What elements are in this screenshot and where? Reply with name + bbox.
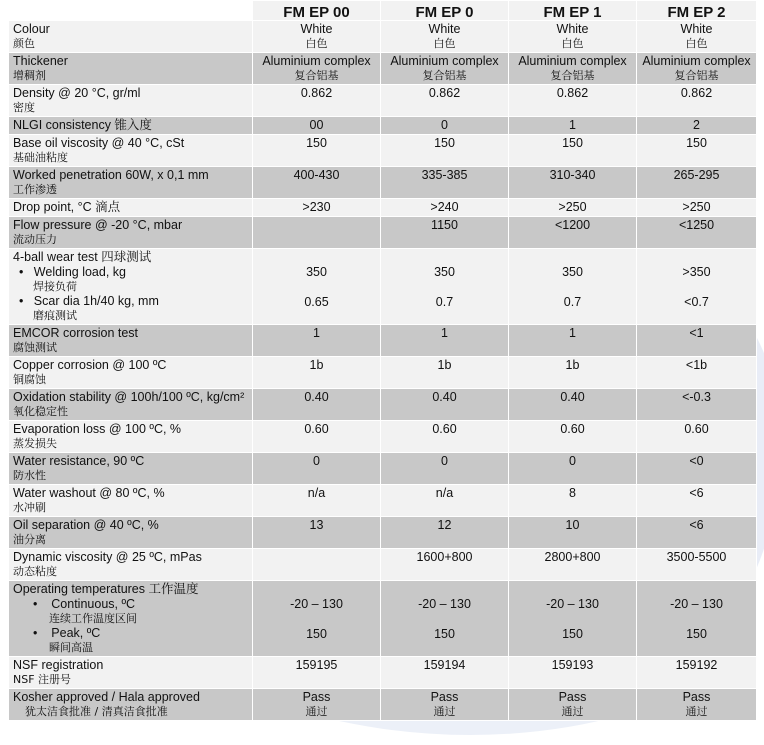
row-kosher-halal [9,689,757,721]
cell: White 白色 [253,21,381,53]
cell: <1200 [509,217,637,249]
cell: 1b [509,357,637,389]
cell [253,217,381,249]
cell: 2800+800 [509,549,637,581]
row-water-washout [9,485,757,517]
cell: Pass 通过 [381,689,509,721]
cell [253,549,381,581]
cell: 10 [509,517,637,549]
cell: 159192 [637,657,757,689]
cell: 350 0.65 [253,249,381,325]
cell: 150 [381,135,509,167]
cell: 265-295 [637,167,757,199]
product-header: FM EP 2 [637,1,757,21]
product-header: FM EP 00 [253,1,381,21]
row-four-ball-wear [9,249,757,325]
cell: >250 [637,199,757,217]
row-density [9,85,757,117]
cell: 310-340 [509,167,637,199]
row-label: Evaporation loss @ 100 ºC, % 蒸发损失 [9,421,253,453]
row-water-resistance [9,453,757,485]
cell: 1 [253,325,381,357]
row-label: Water washout @ 80 ºC, % 水冲刷 [9,485,253,517]
cell: 0 [381,453,509,485]
cell: 0 [381,117,509,135]
cell: 150 [253,135,381,167]
cell: <1 [637,325,757,357]
cell: 8 [509,485,637,517]
cell: <-0.3 [637,389,757,421]
cell: 150 [509,135,637,167]
cell: Pass 通过 [509,689,637,721]
row-thickener [9,53,757,85]
row-label: Kosher approved / Hala approved 犹太洁食批准 / 清真洁食批准 [9,689,253,721]
cell: <1b [637,357,757,389]
cell: <1250 [637,217,757,249]
cell: 0.862 [509,85,637,117]
cell: 0.60 [253,421,381,453]
cell: 350 0.7 [509,249,637,325]
row-evaporation-loss [9,421,757,453]
header-row [9,1,757,21]
cell: 0.40 [253,389,381,421]
cell: 400-430 [253,167,381,199]
row-label: NSF registration NSF 注册号 [9,657,253,689]
cell: >250 [509,199,637,217]
cell: -20 – 130 150 [253,581,381,657]
cell: 0 [253,453,381,485]
cell: 1b [381,357,509,389]
cell: Pass 通过 [637,689,757,721]
cell: 1150 [381,217,509,249]
cell: 1 [381,325,509,357]
cell: <0 [637,453,757,485]
row-label: Dynamic viscosity @ 25 ºC, mPas 动态粘度 [9,549,253,581]
spec-table [8,0,757,721]
row-operating-temperatures [9,581,757,657]
row-label: Water resistance, 90 ºC 防水性 [9,453,253,485]
cell: White 白色 [637,21,757,53]
cell: 0.60 [381,421,509,453]
row-copper-corrosion [9,357,757,389]
row-label: Operating temperatures 工作温度 • Continuous, ºC 连续工作温度区间 • Peak, ºC 瞬间高温 [9,581,253,657]
row-label: EMCOR corrosion test 腐蚀测试 [9,325,253,357]
row-label: Flow pressure @ -20 °C, mbar 流动压力 [9,217,253,249]
cell: 12 [381,517,509,549]
cell: 0.40 [381,389,509,421]
cell: Aluminium complex 复合铝基 [381,53,509,85]
row-dynamic-viscosity [9,549,757,581]
row-label: Worked penetration 60W, x 0,1 mm 工作渗透 [9,167,253,199]
cell: 350 0.7 [381,249,509,325]
row-label: Copper corrosion @ 100 ºC 铜腐蚀 [9,357,253,389]
row-label: Drop point, °C 滴点 [9,199,253,217]
cell: 159195 [253,657,381,689]
cell: <6 [637,517,757,549]
cell: Pass 通过 [253,689,381,721]
row-label: Colour 颜色 [9,21,253,53]
cell: <6 [637,485,757,517]
cell: White 白色 [381,21,509,53]
cell: 0.60 [637,421,757,453]
row-label: Density @ 20 °C, gr/ml 密度 [9,85,253,117]
row-nlgi [9,117,757,135]
cell: 1600+800 [381,549,509,581]
row-drop-point [9,199,757,217]
cell: 2 [637,117,757,135]
cell: -20 – 130 150 [637,581,757,657]
cell: 0.60 [509,421,637,453]
row-worked-penetration [9,167,757,199]
cell: 150 [637,135,757,167]
cell: >240 [381,199,509,217]
row-label: Base oil viscosity @ 40 °C, cSt 基础油粘度 [9,135,253,167]
cell: 1b [253,357,381,389]
product-header: FM EP 0 [381,1,509,21]
cell: 159194 [381,657,509,689]
row-emcor [9,325,757,357]
row-label: Oil separation @ 40 ºC, % 油分离 [9,517,253,549]
cell: White 白色 [509,21,637,53]
cell: 3500-5500 [637,549,757,581]
cell: 1 [509,325,637,357]
row-colour [9,21,757,53]
row-nsf-registration [9,657,757,689]
cell: >230 [253,199,381,217]
row-oil-separation [9,517,757,549]
row-flow-pressure [9,217,757,249]
row-label: Thickener 增稠剂 [9,53,253,85]
cell: 0.862 [637,85,757,117]
cell: 0.862 [253,85,381,117]
cell: 0.40 [509,389,637,421]
cell: Aluminium complex 复合铝基 [637,53,757,85]
product-header: FM EP 1 [509,1,637,21]
cell: -20 – 130 150 [381,581,509,657]
cell: 1 [509,117,637,135]
cell: -20 – 130 150 [509,581,637,657]
row-label: 4-ball wear test 四球测试 • Welding load, kg 焊接负荷 • Scar dia 1h/40 kg, mm 磨痕测试 [9,249,253,325]
cell: >350 <0.7 [637,249,757,325]
cell: 00 [253,117,381,135]
cell: 0.862 [381,85,509,117]
cell: 13 [253,517,381,549]
row-label: Oxidation stability @ 100h/100 ºC, kg/cm² 氧化稳定性 [9,389,253,421]
cell: Aluminium complex 复合铝基 [509,53,637,85]
cell: n/a [381,485,509,517]
cell: n/a [253,485,381,517]
row-label: NLGI consistency 锥入度 [9,117,253,135]
cell: 159193 [509,657,637,689]
row-base-oil-viscosity [9,135,757,167]
cell: 335-385 [381,167,509,199]
cell: Aluminium complex 复合铝基 [253,53,381,85]
cell: 0 [509,453,637,485]
header-blank [9,1,253,21]
row-oxidation-stability [9,389,757,421]
